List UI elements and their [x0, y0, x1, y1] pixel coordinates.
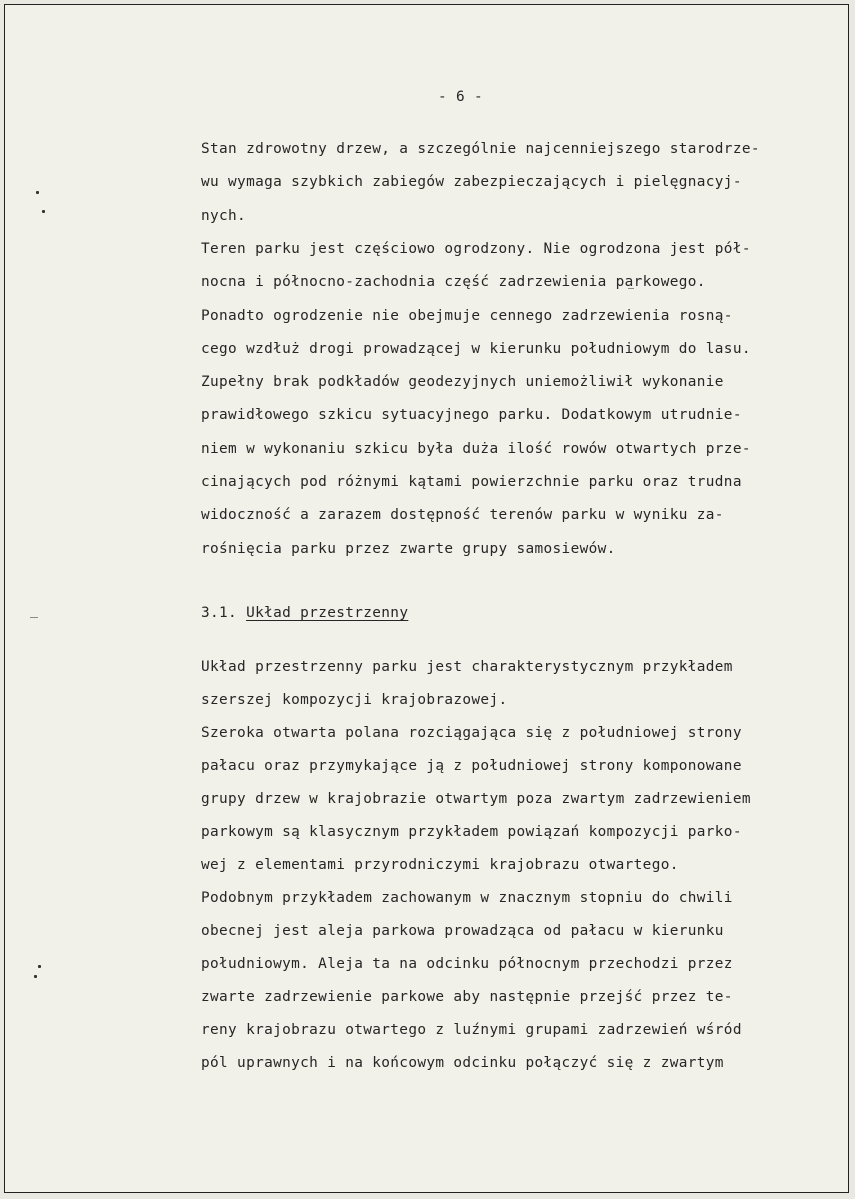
scan-mark — [38, 965, 41, 968]
document-page — [4, 4, 849, 1193]
text-line: Teren parku jest częściowo ogrodzony. Nie ogrodzona jest pół- — [201, 240, 751, 257]
text-line: Układ przestrzenny parku jest charakterystycznym przykładem — [201, 659, 733, 675]
text-line: obecnej jest aleja parkowa prowadząca od pałacu w kierunku — [201, 923, 724, 939]
text-line: niem w wykonaniu szkicu była duża ilość rowów otwartych prze- — [201, 440, 751, 457]
section-number: 3.1. — [201, 605, 238, 621]
text-line: reny krajobrazu otwartego z luźnymi grupami zadrzewień wśród — [201, 1022, 742, 1038]
text-line: szerszej kompozycji krajobrazowej. — [201, 692, 508, 708]
text-line: wej z elementami przyrodniczymi krajobrazu otwartego. — [201, 857, 679, 873]
text-line: zwarte zadrzewienie parkowe aby następnie przejść przez te- — [201, 989, 733, 1005]
text-line: pałacu oraz przymykające ją z południowej strony komponowane — [201, 758, 742, 774]
text-line: Ponadto ogrodzenie nie obejmuje cennego zadrzewienia rosną- — [201, 307, 733, 324]
text-line: wu wymaga szybkich zabiegów zabezpieczających i pielęgnacyj- — [201, 174, 742, 191]
text-line: cego wzdłuż drogi prowadzącej w kierunku południowym do lasu. — [201, 340, 751, 357]
text-line: rośnięcia parku przez zwarte grupy samosiewów. — [201, 540, 616, 557]
text-line: nocna i północno-zachodnia część zadrzewienia parkowego. — [201, 274, 706, 291]
text-line: nych. — [201, 207, 247, 224]
scan-mark — [34, 975, 37, 978]
text-line: widoczność a zarazem dostępność terenów parku w wyniku za- — [201, 507, 724, 524]
section-title: Układ przestrzenny — [246, 605, 409, 621]
text-line: parkowym są klasycznym przykładem powiązań kompozycji parko- — [201, 824, 742, 840]
page-number: - 6 - — [438, 89, 484, 105]
text-line: cinających pod różnymi kątami powierzchnie parku oraz trudna — [201, 474, 742, 490]
text-line: prawidłowego szkicu sytuacyjnego parku. Dodatkowym utrudnie- — [201, 407, 742, 424]
scan-mark — [36, 191, 39, 194]
scan-artifact — [30, 617, 38, 618]
text-line: grupy drzew w krajobrazie otwartym poza zwartym zadrzewieniem — [201, 791, 751, 807]
text-line: Zupełny brak podkładów geodezyjnych uniemożliwił wykonanie — [201, 374, 724, 391]
section-heading — [201, 603, 408, 623]
text-line: Szeroka otwarta polana rozciągająca się z południowej strony — [201, 725, 742, 741]
scan-mark — [42, 210, 45, 213]
text-line: Stan zdrowotny drzew, a szczególnie najcenniejszego starodrze- — [201, 141, 760, 157]
text-line: południowym. Aleja ta na odcinku północnym przechodzi przez — [201, 956, 733, 972]
text-line: Podobnym przykładem zachowanym w znacznym stopniu do chwili — [201, 890, 733, 906]
text-line: pól uprawnych i na końcowym odcinku połączyć się z zwartym — [201, 1055, 724, 1071]
